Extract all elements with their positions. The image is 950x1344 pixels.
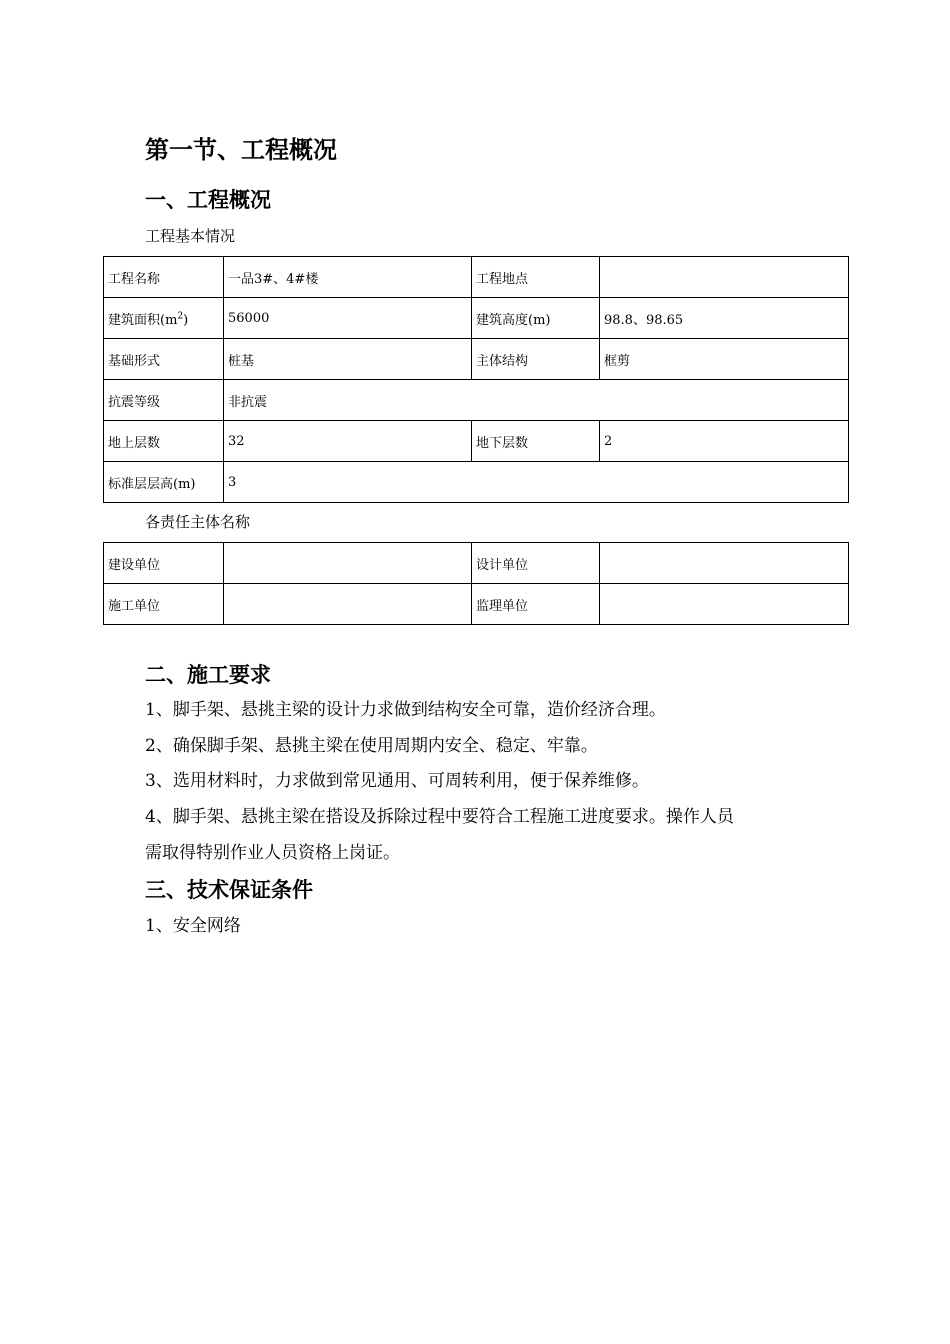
seismic-value: 非抗震	[224, 380, 849, 421]
seismic-label: 抗震等级	[104, 380, 224, 421]
section-title: 第一节、工程概况	[145, 136, 337, 164]
above-floors-label: 地上层数	[104, 421, 224, 462]
table-row	[104, 584, 849, 625]
heading-technical-conditions: 三、技术保证条件	[145, 878, 313, 902]
constructor-value	[224, 584, 472, 625]
parties-table	[103, 542, 849, 625]
designer-value	[600, 543, 849, 584]
structure-label: 主体结构	[472, 339, 600, 380]
builder-label: 建设单位	[104, 543, 224, 584]
floor-height-value: 3	[224, 462, 849, 503]
table-row	[104, 298, 849, 339]
requirement-item: 4、脚手架、悬挑主梁在搭设及拆除过程中要符合工程施工进度要求。操作人员	[145, 807, 734, 827]
supervisor-label: 监理单位	[472, 584, 600, 625]
heading-construction-requirements: 二、施工要求	[145, 663, 271, 687]
above-floors-value: 32	[224, 421, 472, 462]
table-row	[104, 421, 849, 462]
table-row	[104, 462, 849, 503]
area-label-sup: 2	[177, 311, 184, 322]
caption-parties: 各责任主体名称	[145, 513, 251, 531]
requirement-item: 需取得特别作业人员资格上岗证。	[145, 843, 400, 863]
heading-project-overview: 一、工程概况	[145, 188, 271, 212]
floor-height-label: 标准层层高(m)	[104, 462, 224, 503]
area-label-suffix: )	[183, 312, 189, 328]
supervisor-value	[600, 584, 849, 625]
caption-basic-info: 工程基本情况	[145, 227, 236, 245]
table-row	[104, 380, 849, 421]
height-label: 建筑高度(m)	[472, 298, 600, 339]
project-name-value: 一品3#、4#楼	[224, 257, 472, 298]
project-location-value	[600, 257, 849, 298]
foundation-label: 基础形式	[104, 339, 224, 380]
requirement-item: 2、确保脚手架、悬挑主梁在使用周期内安全、稳定、牢靠。	[145, 736, 598, 756]
builder-value	[224, 543, 472, 584]
area-label	[104, 298, 224, 339]
project-name-label: 工程名称	[104, 257, 224, 298]
foundation-value: 桩基	[224, 339, 472, 380]
project-location-label: 工程地点	[472, 257, 600, 298]
below-floors-value: 2	[600, 421, 849, 462]
table-row	[104, 257, 849, 298]
area-value: 56000	[224, 298, 472, 339]
tech-item: 1、安全网络	[145, 916, 241, 936]
area-label-prefix: 建筑面积(m	[108, 312, 178, 328]
height-value: 98.8、98.65	[600, 298, 849, 339]
table-row	[104, 543, 849, 584]
constructor-label: 施工单位	[104, 584, 224, 625]
table-row	[104, 339, 849, 380]
requirement-item: 1、脚手架、悬挑主梁的设计力求做到结构安全可靠，造价经济合理。	[145, 700, 666, 720]
basic-info-table	[103, 256, 849, 503]
requirement-item: 3、选用材料时，力求做到常见通用、可周转利用，便于保养维修。	[145, 771, 649, 791]
below-floors-label: 地下层数	[472, 421, 600, 462]
structure-value: 框剪	[600, 339, 849, 380]
designer-label: 设计单位	[472, 543, 600, 584]
